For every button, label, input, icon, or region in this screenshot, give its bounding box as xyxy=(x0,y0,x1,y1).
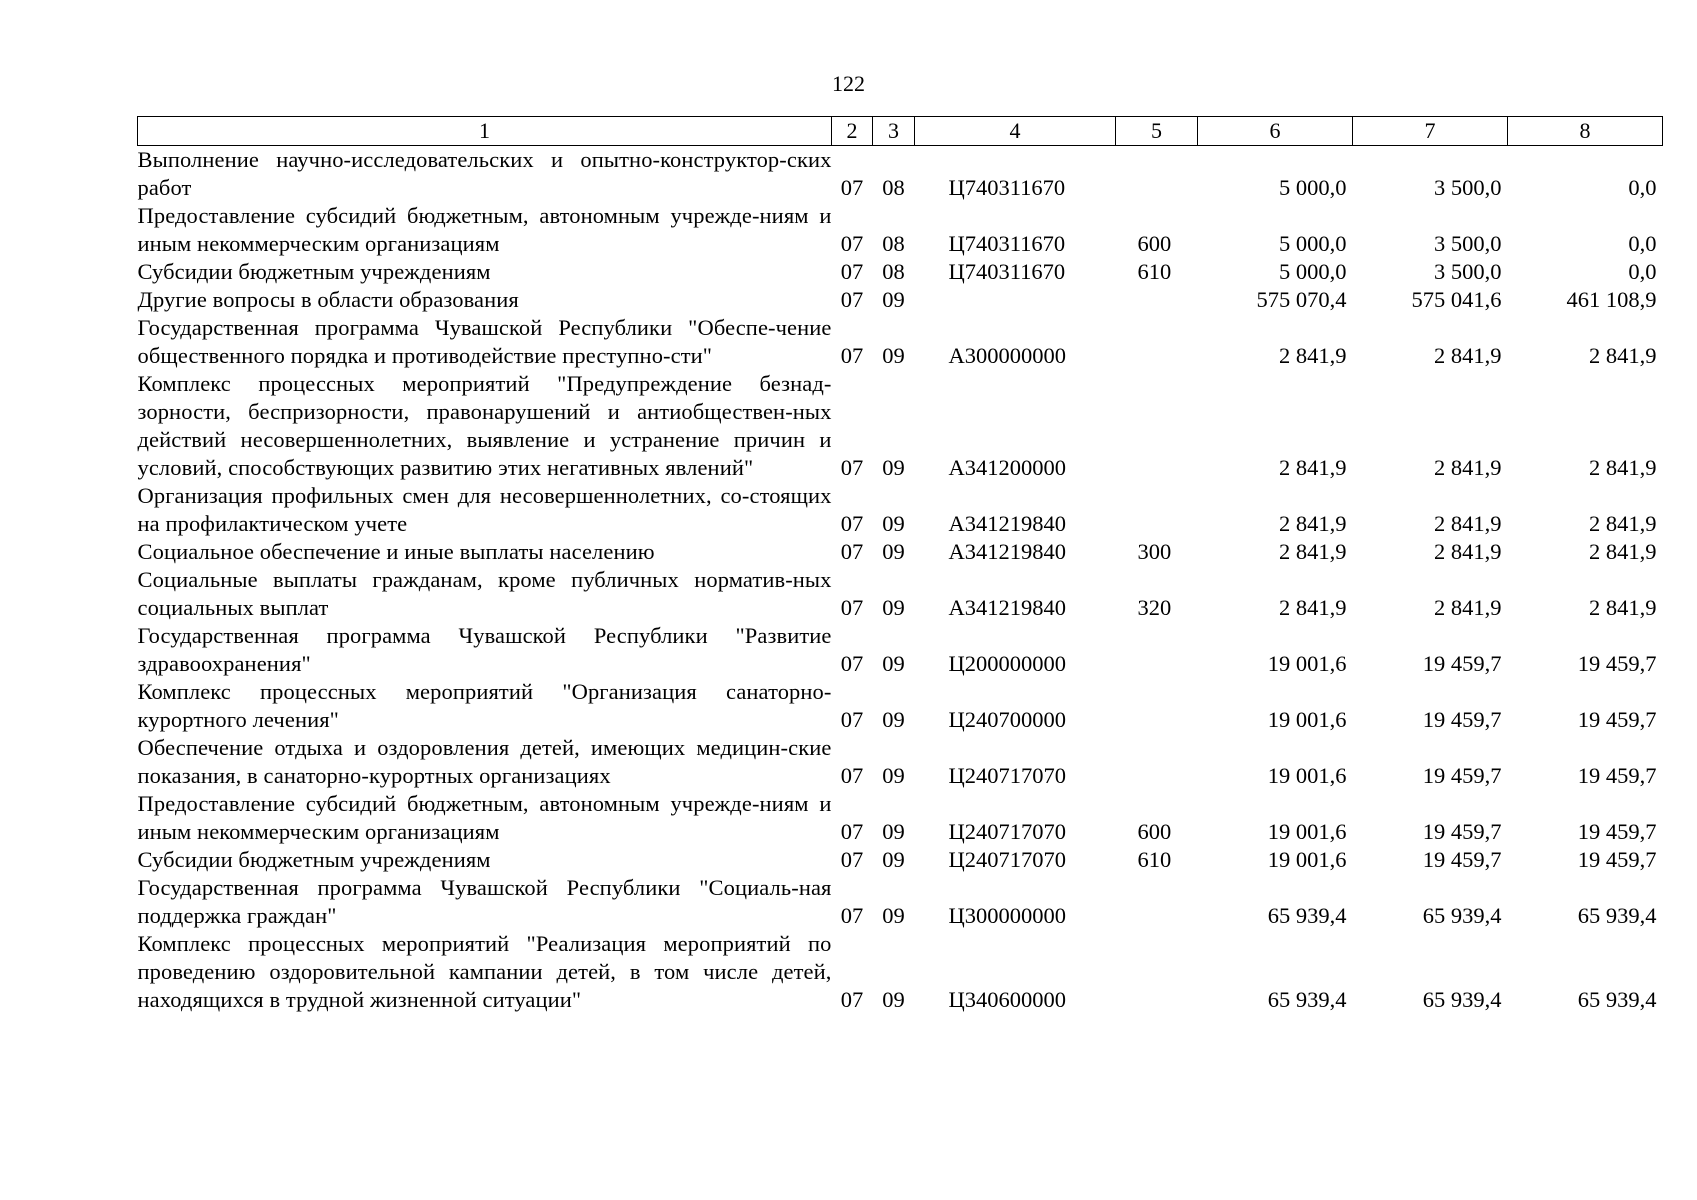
amount-col-8: 2 841,9 xyxy=(1589,343,1657,368)
row-name: Обеспечение отдыха и оздоровления детей, имеющих медицин-ские показания, в санаторно-курортных организациях xyxy=(137,735,832,788)
row-name: Другие вопросы в области образования xyxy=(137,287,519,312)
target-article-code: Ц340600000 xyxy=(948,987,1066,1012)
subsection-code: 09 xyxy=(882,987,905,1012)
amount-col-6: 2 841,9 xyxy=(1279,539,1347,564)
column-header: 8 xyxy=(1508,117,1663,146)
subsection-code: 09 xyxy=(882,903,905,928)
target-article-code: Ц240700000 xyxy=(948,707,1066,732)
expense-type-code xyxy=(1116,734,1198,790)
table-row xyxy=(138,622,1663,678)
expense-type-code: 600 xyxy=(1137,819,1172,844)
section-code: 07 xyxy=(840,987,864,1012)
expense-type-code xyxy=(1116,286,1198,314)
amount-col-7: 2 841,9 xyxy=(1434,455,1502,480)
amount-col-7: 3 500,0 xyxy=(1434,231,1502,256)
target-article-code: Ц740311670 xyxy=(948,231,1066,256)
amount-col-8: 0,0 xyxy=(1628,175,1657,200)
amount-col-8: 19 459,7 xyxy=(1577,651,1657,676)
target-article-code: А341219840 xyxy=(948,595,1066,620)
subsection-code: 08 xyxy=(882,259,905,284)
page-number: 122 xyxy=(832,71,865,96)
table-row xyxy=(138,314,1663,370)
table-row xyxy=(138,202,1663,258)
amount-col-6: 2 841,9 xyxy=(1279,511,1347,536)
row-name: Организация профильных смен для несовершеннолетних, со-стоящих на профилактическом учете xyxy=(137,483,832,536)
section-code: 07 xyxy=(840,819,864,844)
section-code: 07 xyxy=(840,651,864,676)
section-code: 07 xyxy=(840,595,864,620)
expense-type-code xyxy=(1116,370,1198,482)
section-code: 07 xyxy=(840,287,864,312)
target-article-code: А300000000 xyxy=(948,343,1066,368)
row-name: Субсидии бюджетным учреждениям xyxy=(137,259,491,284)
expense-type-code xyxy=(1116,314,1198,370)
amount-col-8: 19 459,7 xyxy=(1577,847,1657,872)
amount-col-7: 19 459,7 xyxy=(1422,763,1502,788)
row-name: Социальные выплаты гражданам, кроме публичных норматив-ных социальных выплат xyxy=(137,567,832,620)
subsection-code: 09 xyxy=(882,707,905,732)
table-row xyxy=(138,678,1663,734)
section-code: 07 xyxy=(840,511,864,536)
row-name: Предоставление субсидий бюджетным, автономным учрежде-ниям и иным некоммерческим организациям xyxy=(137,203,832,256)
row-name: Государственная программа Чувашской Республики "Обеспе-чение общественного порядка и противодействие преступно-сти" xyxy=(137,315,832,368)
amount-col-8: 2 841,9 xyxy=(1589,539,1657,564)
subsection-code: 09 xyxy=(882,651,905,676)
expense-type-code: 610 xyxy=(1137,259,1172,284)
amount-col-6: 65 939,4 xyxy=(1267,987,1347,1012)
amount-col-7: 3 500,0 xyxy=(1434,259,1502,284)
expense-type-code: 610 xyxy=(1137,847,1172,872)
header-row xyxy=(138,117,1663,146)
expense-type-code xyxy=(1116,874,1198,930)
table-row xyxy=(138,846,1663,874)
amount-col-6: 5 000,0 xyxy=(1279,175,1347,200)
subsection-code: 09 xyxy=(882,595,905,620)
table-row xyxy=(138,734,1663,790)
subsection-code: 09 xyxy=(882,847,905,872)
expense-type-code xyxy=(1116,930,1198,1014)
amount-col-7: 19 459,7 xyxy=(1422,651,1502,676)
amount-col-6: 65 939,4 xyxy=(1267,903,1347,928)
amount-col-7: 2 841,9 xyxy=(1434,595,1502,620)
target-article-code: Ц240717070 xyxy=(948,847,1066,872)
row-name: Выполнение научно-исследовательских и опытно-конструктор-ских работ xyxy=(137,147,832,200)
target-article-code xyxy=(915,286,1116,314)
target-article-code: Ц240717070 xyxy=(948,763,1066,788)
section-code: 07 xyxy=(840,707,864,732)
amount-col-8: 65 939,4 xyxy=(1577,903,1657,928)
amount-col-6: 575 070,4 xyxy=(1256,287,1347,312)
amount-col-8: 0,0 xyxy=(1628,231,1657,256)
section-code: 07 xyxy=(840,259,864,284)
target-article-code: А341219840 xyxy=(948,511,1066,536)
amount-col-6: 19 001,6 xyxy=(1267,707,1347,732)
target-article-code: Ц240717070 xyxy=(948,819,1066,844)
section-code: 07 xyxy=(840,343,864,368)
section-code: 07 xyxy=(840,175,864,200)
table-row xyxy=(138,930,1663,1014)
column-header: 1 xyxy=(138,117,832,146)
target-article-code: Ц300000000 xyxy=(948,903,1066,928)
row-name: Субсидии бюджетным учреждениям xyxy=(137,847,491,872)
target-article-code: А341219840 xyxy=(948,539,1066,564)
column-header: 6 xyxy=(1198,117,1353,146)
expense-type-code xyxy=(1116,678,1198,734)
column-header: 4 xyxy=(915,117,1116,146)
table-row xyxy=(138,370,1663,482)
table-row xyxy=(138,874,1663,930)
column-header: 7 xyxy=(1353,117,1508,146)
amount-col-8: 2 841,9 xyxy=(1589,511,1657,536)
amount-col-7: 2 841,9 xyxy=(1434,511,1502,536)
amount-col-6: 2 841,9 xyxy=(1279,595,1347,620)
amount-col-7: 2 841,9 xyxy=(1434,343,1502,368)
section-code: 07 xyxy=(840,539,864,564)
row-name: Государственная программа Чувашской Республики "Социаль-ная поддержка граждан" xyxy=(137,875,832,928)
target-article-code: Ц740311670 xyxy=(948,175,1066,200)
amount-col-7: 65 939,4 xyxy=(1422,987,1502,1012)
subsection-code: 09 xyxy=(882,763,905,788)
column-header: 3 xyxy=(873,117,915,146)
amount-col-7: 65 939,4 xyxy=(1422,903,1502,928)
table-row xyxy=(138,538,1663,566)
table-row xyxy=(138,146,1663,203)
section-code: 07 xyxy=(840,847,864,872)
amount-col-6: 2 841,9 xyxy=(1279,343,1347,368)
section-code: 07 xyxy=(840,231,864,256)
expense-type-code xyxy=(1116,622,1198,678)
amount-col-7: 19 459,7 xyxy=(1422,707,1502,732)
row-name: Предоставление субсидий бюджетным, автономным учрежде-ниям и иным некоммерческим организациям xyxy=(137,791,832,844)
amount-col-8: 19 459,7 xyxy=(1577,819,1657,844)
amount-col-8: 2 841,9 xyxy=(1589,455,1657,480)
amount-col-8: 19 459,7 xyxy=(1577,707,1657,732)
subsection-code: 09 xyxy=(882,819,905,844)
amount-col-6: 5 000,0 xyxy=(1279,231,1347,256)
amount-col-6: 5 000,0 xyxy=(1279,259,1347,284)
expense-type-code: 320 xyxy=(1137,595,1172,620)
section-code: 07 xyxy=(840,763,864,788)
target-article-code: Ц200000000 xyxy=(948,651,1066,676)
amount-col-8: 0,0 xyxy=(1628,259,1657,284)
subsection-code: 09 xyxy=(882,539,905,564)
amount-col-8: 65 939,4 xyxy=(1577,987,1657,1012)
amount-col-6: 2 841,9 xyxy=(1279,455,1347,480)
amount-col-6: 19 001,6 xyxy=(1267,847,1347,872)
amount-col-7: 575 041,6 xyxy=(1411,287,1502,312)
row-name: Комплекс процессных мероприятий "Реализация мероприятий по проведению оздоровительной кампании детей, в том числе детей, находящихся в трудной жизненной ситуации" xyxy=(137,931,832,1012)
amount-col-6: 19 001,6 xyxy=(1267,651,1347,676)
section-code: 07 xyxy=(840,903,864,928)
amount-col-7: 19 459,7 xyxy=(1422,847,1502,872)
subsection-code: 08 xyxy=(882,231,905,256)
table-body xyxy=(138,146,1663,1015)
column-header: 5 xyxy=(1116,117,1198,146)
table-row xyxy=(138,258,1663,286)
column-header: 2 xyxy=(832,117,873,146)
expense-type-code: 600 xyxy=(1137,231,1172,256)
subsection-code: 09 xyxy=(882,343,905,368)
subsection-code: 08 xyxy=(882,175,905,200)
budget-table xyxy=(137,116,1663,1014)
amount-col-7: 3 500,0 xyxy=(1434,175,1502,200)
section-code: 07 xyxy=(840,455,864,480)
table-row xyxy=(138,286,1663,314)
amount-col-6: 19 001,6 xyxy=(1267,819,1347,844)
row-name: Комплекс процессных мероприятий "Организация санаторно-курортного лечения" xyxy=(137,679,832,732)
table-row xyxy=(138,482,1663,538)
target-article-code: А341200000 xyxy=(948,455,1066,480)
amount-col-8: 2 841,9 xyxy=(1589,595,1657,620)
amount-col-6: 19 001,6 xyxy=(1267,763,1347,788)
amount-col-7: 2 841,9 xyxy=(1434,539,1502,564)
row-name: Социальное обеспечение и иные выплаты населению xyxy=(137,539,655,564)
amount-col-7: 19 459,7 xyxy=(1422,819,1502,844)
subsection-code: 09 xyxy=(882,455,905,480)
target-article-code: Ц740311670 xyxy=(948,259,1066,284)
table-row xyxy=(138,566,1663,622)
amount-col-8: 461 108,9 xyxy=(1566,287,1657,312)
amount-col-8: 19 459,7 xyxy=(1577,763,1657,788)
table-row xyxy=(138,790,1663,846)
expense-type-code xyxy=(1116,146,1198,203)
subsection-code: 09 xyxy=(882,287,905,312)
row-name: Государственная программа Чувашской Республики "Развитие здравоохранения" xyxy=(137,623,832,676)
subsection-code: 09 xyxy=(882,511,905,536)
expense-type-code: 300 xyxy=(1137,539,1172,564)
expense-type-code xyxy=(1116,482,1198,538)
row-name: Комплекс процессных мероприятий "Предупреждение безнад-зорности, беспризорности, правонарушений и антиобществен-ных действий несовершеннолетних, выявление и устранение причин и условий, способствующих развитию этих негативных явлений" xyxy=(137,371,832,480)
